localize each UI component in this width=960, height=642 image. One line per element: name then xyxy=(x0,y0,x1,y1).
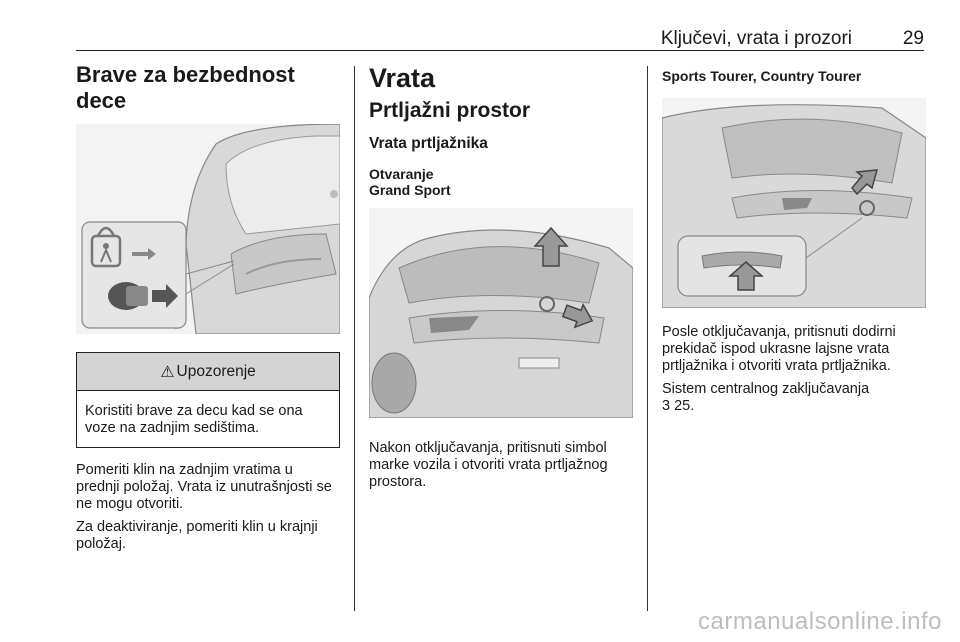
chapter-heading: Vrata xyxy=(369,63,436,93)
grand-sport-tailgate-illustration xyxy=(369,208,633,418)
warning-box xyxy=(76,352,340,448)
paragraph: Za deaktiviranje, pomeriti klin u krajnji položaj. xyxy=(76,519,318,552)
cross-reference[interactable]: Sistem centralnog zaključavanja 3 25. xyxy=(662,381,870,414)
paragraph: Nakon otključavanja, pritisnuti simbol marke vozila i otvoriti vrata prtljažnog prostora. xyxy=(369,440,608,490)
subheading: Otvaranje xyxy=(369,166,434,182)
paragraph: Pomeriti klin na zadnjim vratima u prednji položaj. Vrata iz unutrašnjosti se ne mogu otvoriti. xyxy=(76,462,332,512)
warning-title: Upozorenje xyxy=(176,362,256,380)
section-heading: Vrata prtljažnika xyxy=(369,135,488,152)
subheading: Sports Tourer, Country Tourer xyxy=(662,68,862,84)
column-divider xyxy=(354,66,355,611)
sports-tourer-tailgate-illustration xyxy=(662,98,926,308)
section-heading: Brave za bezbednost dece xyxy=(76,62,295,113)
watermark: carmanualsonline.info xyxy=(698,608,942,635)
warning-triangle-icon: ⚠ xyxy=(160,363,175,381)
warning-header xyxy=(77,353,339,391)
page-header xyxy=(76,28,924,51)
column-divider xyxy=(647,66,648,611)
page-number: 29 xyxy=(902,28,924,49)
column-sports-tourer xyxy=(662,62,926,421)
paragraph: Posle otključavanja, pritisnuti dodirni prekidač ispod ukrasne lajsne vrata prtljažnika i otvoriti vrata prtljažnika. xyxy=(662,324,896,374)
column-child-locks xyxy=(76,62,340,559)
child-lock-illustration xyxy=(76,124,340,334)
subheading: Grand Sport xyxy=(369,182,451,198)
chapter-title: Ključevi, vrata i prozori xyxy=(660,28,852,49)
column-doors xyxy=(369,62,633,497)
subsection-heading: Prtljažni prostor xyxy=(369,99,531,122)
warning-text: Koristiti brave za decu kad se ona voze na zadnjim sedištima. xyxy=(85,403,303,436)
